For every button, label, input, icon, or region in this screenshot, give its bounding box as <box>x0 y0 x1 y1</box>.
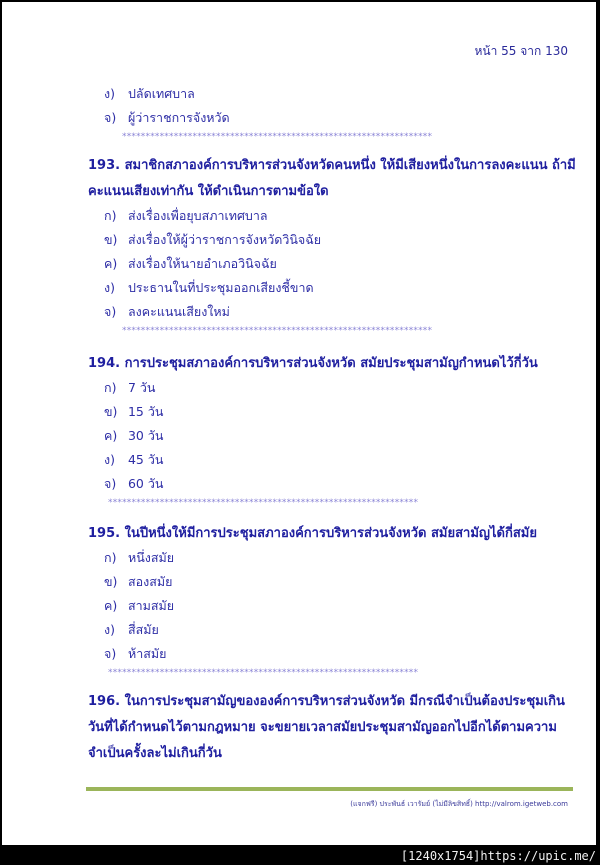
option-195-c: ค) สามสมัย <box>104 598 175 613</box>
image-watermark: [1240x1754]https://upic.me/ <box>400 849 596 863</box>
separator: ****************************************************************** <box>108 668 419 678</box>
separator: ****************************************************************** <box>108 498 419 508</box>
question-193-line2: คะแนนเสียงเท่ากัน ให้ดำเนินการตามข้อใด <box>88 184 329 199</box>
question-196-line3: จำเป็นครั้งละไม่เกินกี่วัน <box>88 746 222 761</box>
option-195-e: จ) ห้าสมัย <box>104 646 167 661</box>
question-196-line2: วันที่ได้กำหนดไว้ตามกฎหมาย จะขยายเวลาสมัยประชุมสามัญออกไปอีกได้ตามความ <box>88 720 557 735</box>
option-194-b: ข) 15 วัน <box>104 404 164 419</box>
page-indicator: หน้า 55 จาก 130 <box>474 44 568 58</box>
separator: ****************************************************************** <box>122 326 433 336</box>
option-195-d: ง) สี่สมัย <box>104 622 159 637</box>
option-193-c: ค) ส่งเรื่องให้นายอำเภอวินิจฉัย <box>104 256 277 271</box>
option-194-a: ก) 7 วัน <box>104 380 156 395</box>
footer-credit: (แจกฟรี) ประพันธ์ เวารัมย์ (ไม่มีลิขสิทธิ์) http://valrom.igetweb.com <box>350 800 568 808</box>
option-193-a: ก) ส่งเรื่องเพื่อยุบสภาเทศบาล <box>104 208 268 223</box>
option-193-d: ง) ประธานในที่ประชุมออกเสียงชี้ขาด <box>104 280 314 295</box>
option-193-e: จ) ลงคะแนนเสียงใหม่ <box>104 304 230 319</box>
option-195-b: ข) สองสมัย <box>104 574 173 589</box>
option-195-a: ก) หนึ่งสมัย <box>104 550 175 565</box>
option-prev-d: ง) ปลัดเทศบาล <box>104 86 195 101</box>
question-196-line1: 196. ในการประชุมสามัญขององค์การบริหารส่วนจังหวัด มีกรณีจำเป็นต้องประชุมเกิน <box>88 694 565 709</box>
footer-divider <box>86 787 573 791</box>
document-page <box>2 2 596 845</box>
question-195: 195. ในปีหนึ่งให้มีการประชุมสภาองค์การบริหารส่วนจังหวัด สมัยสามัญได้กี่สมัย <box>88 526 537 541</box>
option-194-d: ง) 45 วัน <box>104 452 164 467</box>
option-194-c: ค) 30 วัน <box>104 428 164 443</box>
question-193-line1: 193. สมาชิกสภาองค์การบริหารส่วนจังหวัดคนหนึ่ง ให้มีเสียงหนึ่งในการลงคะแนน ถ้ามี <box>88 158 576 173</box>
option-194-e: จ) 60 วัน <box>104 476 164 491</box>
option-prev-e: จ) ผู้ว่าราชการจังหวัด <box>104 110 230 125</box>
separator: ****************************************************************** <box>122 132 433 142</box>
option-193-b: ข) ส่งเรื่องให้ผู้ว่าราชการจังหวัดวินิจฉัย <box>104 232 322 247</box>
question-194: 194. การประชุมสภาองค์การบริหารส่วนจังหวัด สมัยประชุมสามัญกำหนดไว้กี่วัน <box>88 356 538 371</box>
